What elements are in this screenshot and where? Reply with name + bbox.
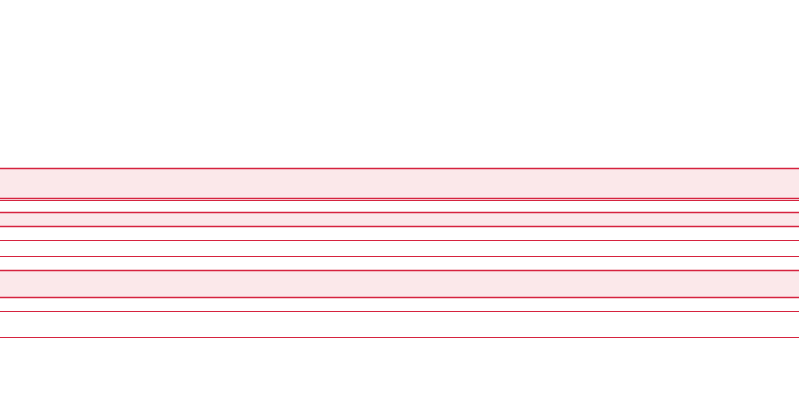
- row-highlight: [0, 168, 799, 198]
- row-highlight: [0, 212, 799, 226]
- row-highlight: [0, 270, 799, 297]
